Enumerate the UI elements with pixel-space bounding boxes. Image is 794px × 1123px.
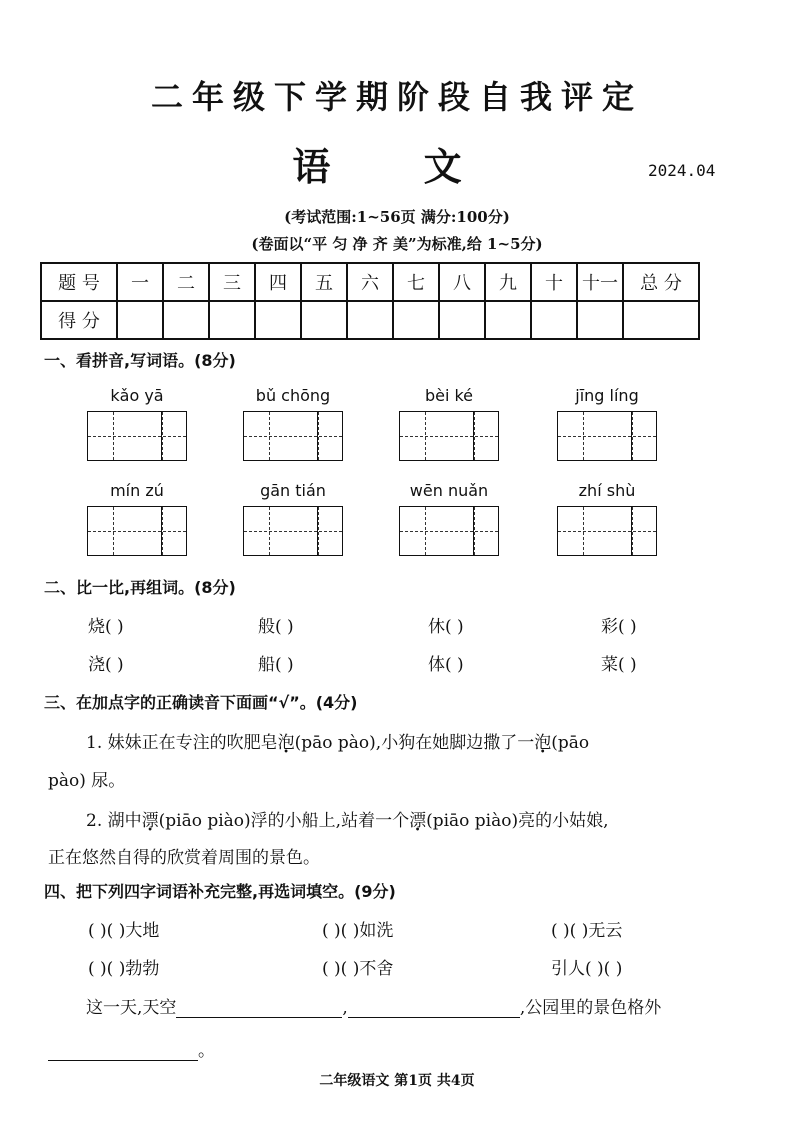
pinyin-label: kǎo yā [110,386,164,405]
dotted-char: 漂 [141,811,159,831]
fill-sentence-cont: 。 [48,1036,215,1061]
section4-title: 四、把下列四字词语补充完整,再选词填空。(9分) [44,882,396,901]
dotted-char: 泡 [277,733,295,753]
question-3-2: 2. 湖中漂(piāo piào)浮的小船上,站着一个漂(piāo piào)亮的小姑娘, [86,811,609,831]
section3-title: 三、在加点字的正确读音下面画“√”。(4分) [44,693,358,712]
compare-word[interactable]: 菜( ) [601,655,637,675]
idiom-blank[interactable]: ( )( )如洗 [322,921,394,941]
idiom-blank[interactable]: ( )( )大地 [88,921,160,941]
score-cell[interactable] [117,301,163,339]
score-cell[interactable] [347,301,393,339]
page-footer: 二年级语文 第1页 共4页 [319,1073,475,1089]
idiom-blank[interactable]: ( )( )勃勃 [88,959,160,979]
exam-scope: (考试范围:1~56页 满分:100分) [284,208,510,226]
compare-word[interactable]: 彩( ) [601,617,637,637]
compare-word[interactable]: 体( ) [428,655,464,675]
idiom-blank[interactable]: ( )( )无云 [551,921,623,941]
score-header-cell: 五 [301,263,347,301]
compare-word[interactable]: 船( ) [258,655,294,675]
section2-title: 二、比一比,再组词。(8分) [44,578,236,597]
score-header-cell: 三 [209,263,255,301]
compare-word[interactable]: 浇( ) [88,655,124,675]
pinyin-label: bèi ké [424,386,474,405]
pinyin-label: gān tián [260,481,326,500]
compare-word[interactable]: 烧( ) [88,617,124,637]
score-header-cell: 十一 [577,263,623,301]
pinyin-label: mín zú [110,481,164,500]
question-3-1-cont[interactable]: pào) 尿。 [48,771,126,791]
writing-grid[interactable] [87,411,187,461]
question-3-2-cont: 正在悠然自得的欣赏着周围的景色。 [48,848,320,868]
score-header-cell: 题 号 [41,263,117,301]
writing-grid[interactable] [557,411,657,461]
score-header-cell: 八 [439,263,485,301]
score-cell[interactable] [623,301,699,339]
score-cell[interactable] [577,301,623,339]
idiom-blank[interactable]: ( )( )不舍 [322,959,394,979]
pinyin-label: bǔ chōng [255,386,331,405]
writing-grid[interactable] [399,506,499,556]
writing-grid[interactable] [399,411,499,461]
compare-word[interactable]: 般( ) [258,617,294,637]
writing-grid[interactable] [243,411,343,461]
dotted-char: 泡 [534,733,552,753]
idiom-blank[interactable]: 引人( )( ) [551,959,623,979]
fill-blank[interactable] [348,999,520,1018]
score-table-score-row [41,301,699,339]
score-cell[interactable] [163,301,209,339]
scoring-rule: (卷面以“平 匀 净 齐 美”为标准,给 1~5分) [251,235,543,253]
score-header-cell: 总 分 [623,263,699,301]
section1-title: 一、看拼音,写词语。(8分) [44,351,236,370]
score-header-cell: 十 [531,263,577,301]
writing-grid[interactable] [557,506,657,556]
score-header-cell: 六 [347,263,393,301]
pinyin-label: zhí shù [578,481,636,500]
exam-date: 2024.04 [648,161,716,180]
dotted-char: 漂 [409,811,427,831]
fill-blank[interactable] [176,999,342,1018]
score-header-cell: 七 [393,263,439,301]
writing-grid[interactable] [87,506,187,556]
score-cell[interactable] [393,301,439,339]
exam-title: 二年级下学期阶段自我评定 [150,78,643,116]
score-header-cell: 二 [163,263,209,301]
score-cell[interactable] [485,301,531,339]
score-row-label: 得 分 [41,301,117,339]
pinyin-label: jīng líng [575,386,639,405]
score-header-cell: 九 [485,263,531,301]
score-cell[interactable] [301,301,347,339]
fill-blank[interactable] [48,1042,198,1061]
score-header-cell: 一 [117,263,163,301]
fill-sentence: 这一天,天空 , ,公园里的景色格外 [86,998,662,1018]
writing-grid[interactable] [243,506,343,556]
question-3-1: 1. 妹妹正在专注的吹肥皂泡(pāo pào),小狗在她脚边撒了一泡(pāo [86,733,590,753]
score-table-header-row [41,263,699,301]
score-cell[interactable] [209,301,255,339]
pinyin-label: wēn nuǎn [409,481,489,500]
score-header-cell: 四 [255,263,301,301]
subject-title: 语 文 [292,144,502,189]
score-cell[interactable] [255,301,301,339]
score-table [40,262,700,340]
score-cell[interactable] [531,301,577,339]
score-cell[interactable] [439,301,485,339]
compare-word[interactable]: 休( ) [428,617,464,637]
